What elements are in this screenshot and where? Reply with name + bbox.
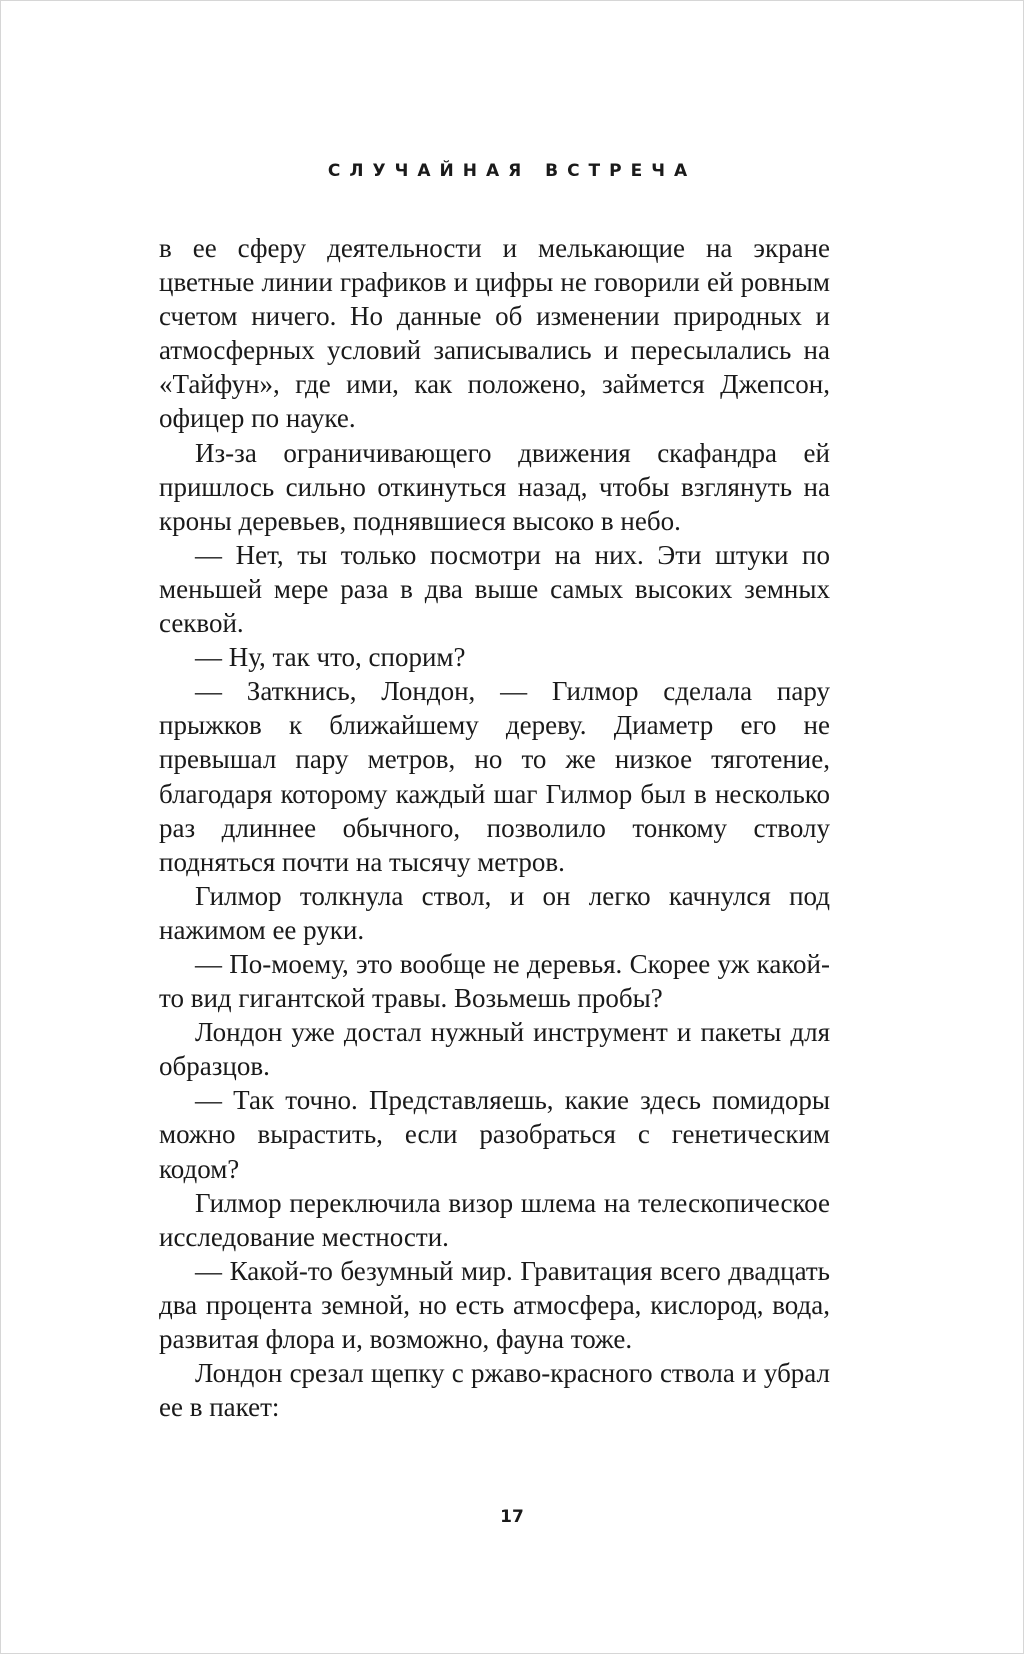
- paragraph-6: Гилмор толкнула ствол, и он легко качнулся под нажимом ее руки.: [159, 880, 830, 945]
- paragraph-8: Лондон уже достал нужный инструмент и пакеты для образцов.: [159, 1017, 830, 1082]
- paragraph-1: в ее сферу деятельности и мелькающие на экране цветные линии графиков и цифры не говорили ей ровным счетом ничего. Но данные об изменении природных и атмосферных условий записывались и пересылались на «Тайфун», где ими, как положено, займется Джепсон, офицер по науке.: [159, 233, 830, 434]
- paragraph-5: — Заткнись, Лондон, — Гилмор сделала пару прыжков к ближайшему дереву. Диаметр его не превышал пару метров, но то же низкое тяготение, благодаря которому каждый шаг Гилмор был в несколько раз длиннее обычного, позволило тонкому стволу подняться почти на тысячу метров.: [159, 676, 830, 877]
- paragraph-2: Из-за ограничивающего движения скафандра ей пришлось сильно откинуться назад, чтобы взглянуть на кроны деревьев, поднявшиеся высоко в небо.: [159, 437, 830, 536]
- running-head: СЛУЧАЙНАЯ ВСТРЕЧА: [327, 161, 697, 181]
- page-number: 17: [500, 1507, 524, 1527]
- paragraph-3: — Нет, ты только посмотри на них. Эти штуки по меньшей мере раза в два выше самых высоких земных секвой.: [159, 539, 830, 639]
- paragraph-7: — По-моему, это вообще не деревья. Скорее уж какой-то вид гигантской травы. Возьмешь пробы?: [159, 948, 830, 1014]
- paragraph-11: — Какой-то безумный мир. Гравитация всего двадцать два процента земной, но есть атмосфера, кислород, вода, развитая флора и, возможно, фауна тоже.: [159, 1255, 830, 1354]
- body-text: [159, 231, 830, 1424]
- paragraph-10: Гилмор переключила визор шлема на телескопическое исследование местности.: [159, 1187, 830, 1252]
- paragraph-12: Лондон срезал щепку с ржаво-красного ствола и убрал ее в пакет:: [159, 1358, 830, 1423]
- paragraph-4: — Ну, так что, спорим?: [195, 642, 466, 673]
- paragraph-9: — Так точно. Представляешь, какие здесь помидоры можно вырастить, если разобраться с генетическим кодом?: [159, 1085, 830, 1184]
